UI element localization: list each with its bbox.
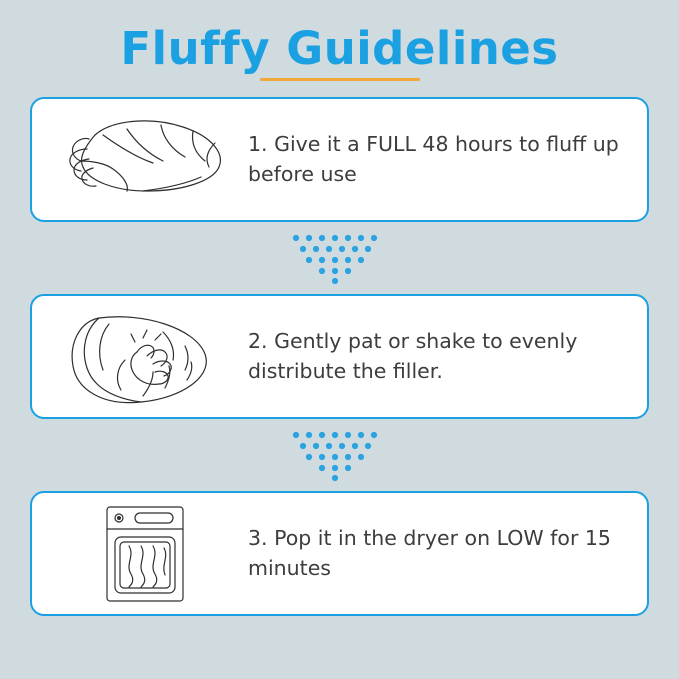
pillow-pat-icon xyxy=(38,299,248,414)
pillow-hand-icon xyxy=(38,102,248,217)
dryer-icon xyxy=(38,496,248,611)
title-underline xyxy=(260,78,420,81)
step-card-1 xyxy=(30,97,649,222)
page-title: Fluffy Guidelines xyxy=(120,22,559,75)
dotted-arrow-down-2 xyxy=(280,426,400,484)
step-text-1: 1. Give it a FULL 48 hours to fluff up before use xyxy=(248,131,619,186)
step-card-2 xyxy=(30,294,649,419)
header xyxy=(120,22,559,81)
step-text-3: 3. Pop it in the dryer on LOW for 15 minutes xyxy=(248,525,611,580)
dotted-arrow-down-1 xyxy=(280,229,400,287)
step-card-3 xyxy=(30,491,649,616)
step-text-2: 2. Gently pat or shake to evenly distribute the filler. xyxy=(248,328,578,383)
steps-list xyxy=(30,97,649,616)
